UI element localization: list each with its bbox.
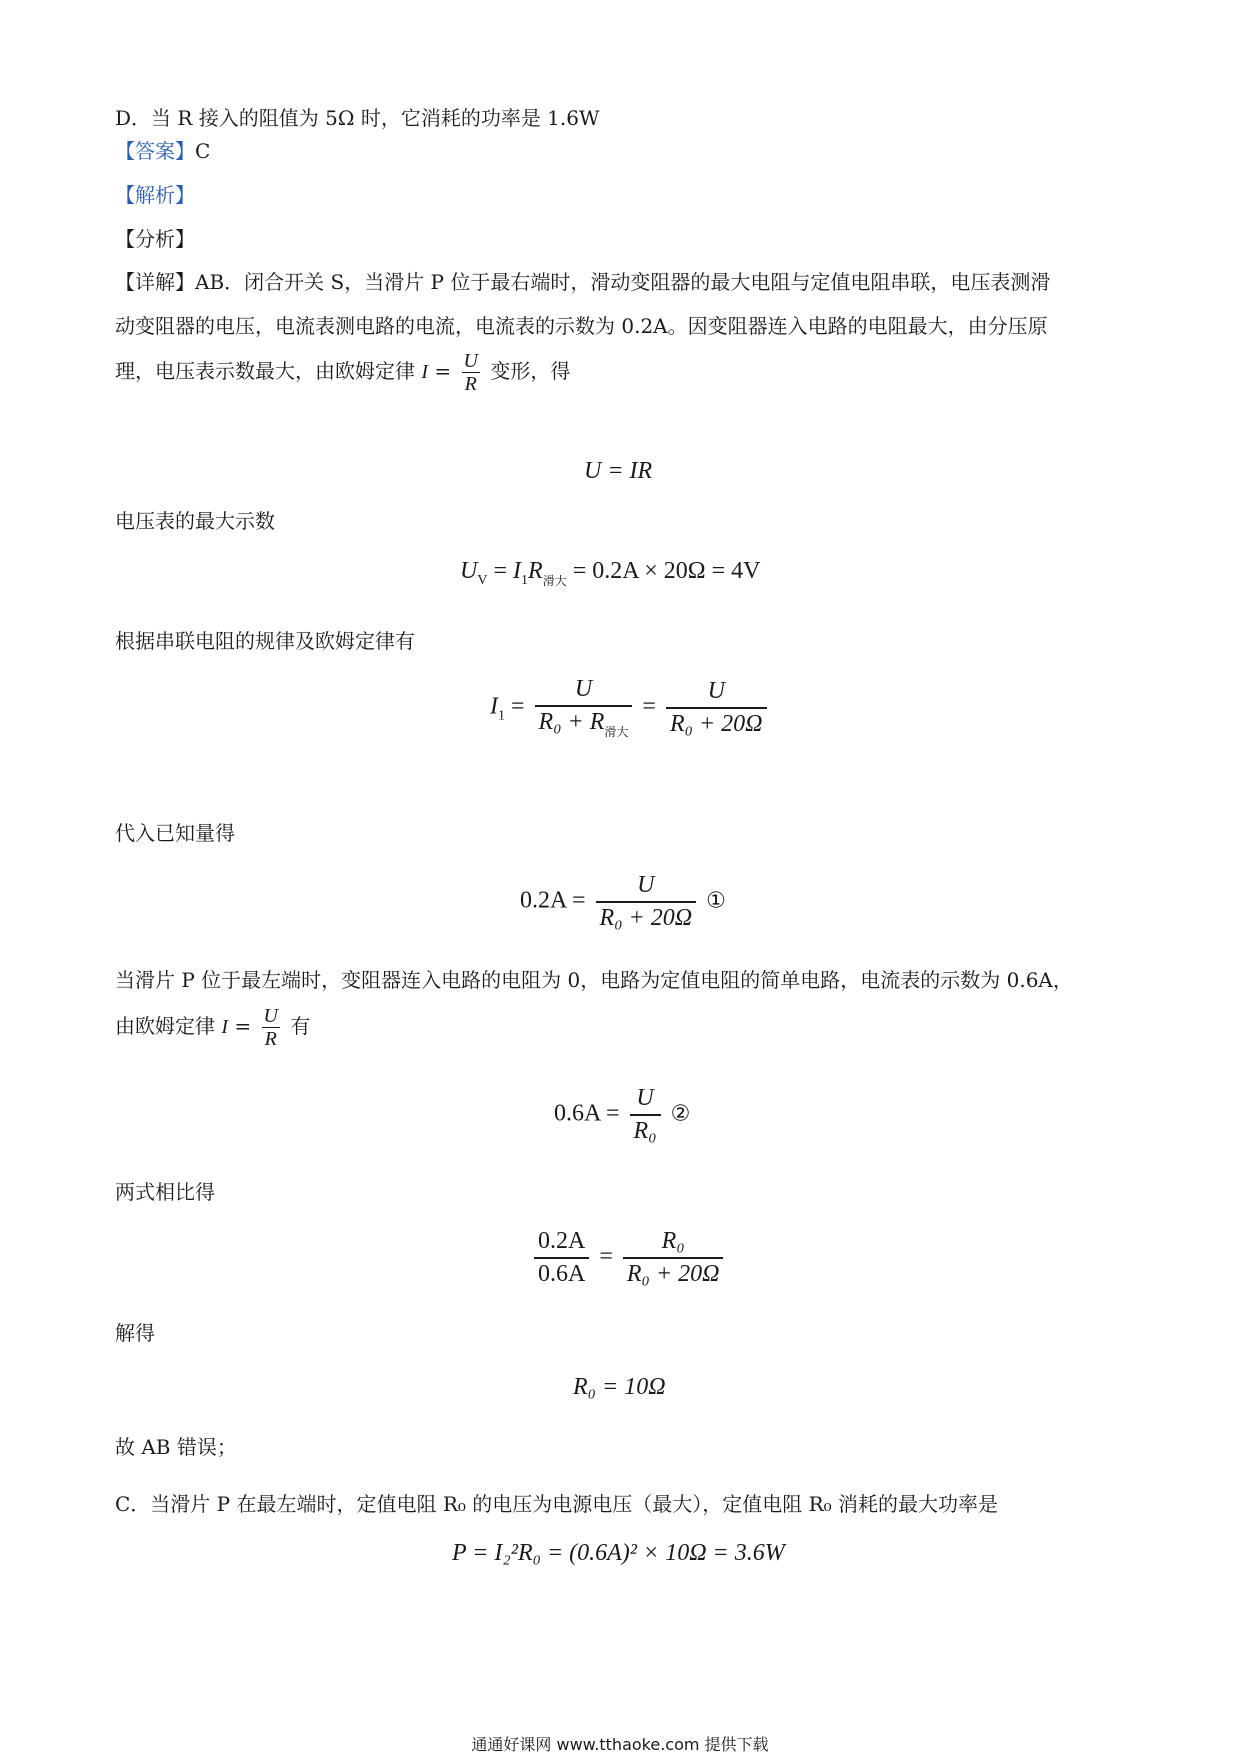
equation-2: 0.6A = $\frac{U}{\text{R₀}}$ ②	[554, 1085, 691, 1144]
answer-tag: 【答案】	[115, 139, 195, 163]
option-d: D．当 R 接入的阻值为 5Ω 时，它消耗的功率是 1.6W	[115, 106, 600, 130]
detail-line-2: 动变阻器的电压，电流表测电路的电流，电流表的示数为 0.2A。因变阻器连入电路的电阻最大，由分压原	[115, 314, 1048, 338]
equation-ratio: $\frac{0.2A}{0.6A}$ = $\frac{\text{R₀}}{\text{R₀ + 20Ω}}$	[530, 1228, 727, 1288]
left-end-line-2: 由欧姆定律 I = $\frac{U}{R}$ 有	[115, 1005, 311, 1050]
option-c-line: C．当滑片 P 在最左端时，定值电阻 R₀ 的电压为电源电压（最大），定值电阻 R₀ 消耗的最大功率是	[115, 1492, 999, 1516]
ohm-law-fraction: $\frac{U}{R}$	[463, 350, 478, 395]
equation-i1: $I_1$ = $\frac{U}{R_0 + R_{滑大}}$ = $\frac{U}{\text{R₀ + 20Ω}}$	[490, 676, 771, 740]
answer-value: C	[195, 139, 211, 163]
equation-1: 0.2A = $\frac{U}{\text{R₀ + 20Ω}}$ ①	[520, 872, 726, 931]
equation-mark-1: ①	[706, 887, 726, 913]
answer-line	[115, 137, 210, 165]
ab-wrong: 故 AB 错误；	[115, 1435, 237, 1459]
equation-power: P = I₂²R₀ = (0.6A)² × 10Ω = 3.6W	[452, 1540, 785, 1566]
detail-text-1: AB．闭合开关 S，当滑片 P 位于最右端时，滑动变阻器的最大电阻与定值电阻串联，电压表测滑	[195, 270, 1051, 294]
series-rule-label: 根据串联电阻的规律及欧姆定律有	[115, 629, 415, 653]
equation-r0: R₀ = 10Ω	[573, 1374, 666, 1400]
ohm-law-fraction-2: $\frac{U}{R}$	[263, 1005, 278, 1050]
solve-label: 解得	[115, 1321, 155, 1345]
substitute-label: 代入已知量得	[115, 821, 235, 845]
detail-tag: 【详解】	[115, 270, 195, 294]
equation-ohm: U = IR	[584, 458, 653, 484]
max-reading-label: 电压表的最大示数	[115, 509, 275, 533]
left-end-line-1: 当滑片 P 位于最左端时，变阻器连入电路的电阻为 0，电路为定值电阻的简单电路，电流表的示数为 0.6A，	[115, 968, 1073, 992]
detail-line-3: 理，电压表示数最大，由欧姆定律 I = $\frac{U}{R}$ 变形，得	[115, 350, 571, 395]
detail-line-1	[115, 268, 1050, 296]
equation-uv: $U_V = I_1R_{滑大} = 0.2A \times 20\Omega = 4V$	[460, 558, 761, 588]
footer-watermark: 通通好课网 www.tthaoke.com 提供下载	[471, 1735, 769, 1754]
equation-mark-2: ②	[670, 1100, 691, 1126]
fenxi-tag: 【分析】	[115, 227, 195, 251]
compare-label: 两式相比得	[115, 1180, 215, 1204]
analysis-tag: 【解析】	[115, 183, 195, 207]
